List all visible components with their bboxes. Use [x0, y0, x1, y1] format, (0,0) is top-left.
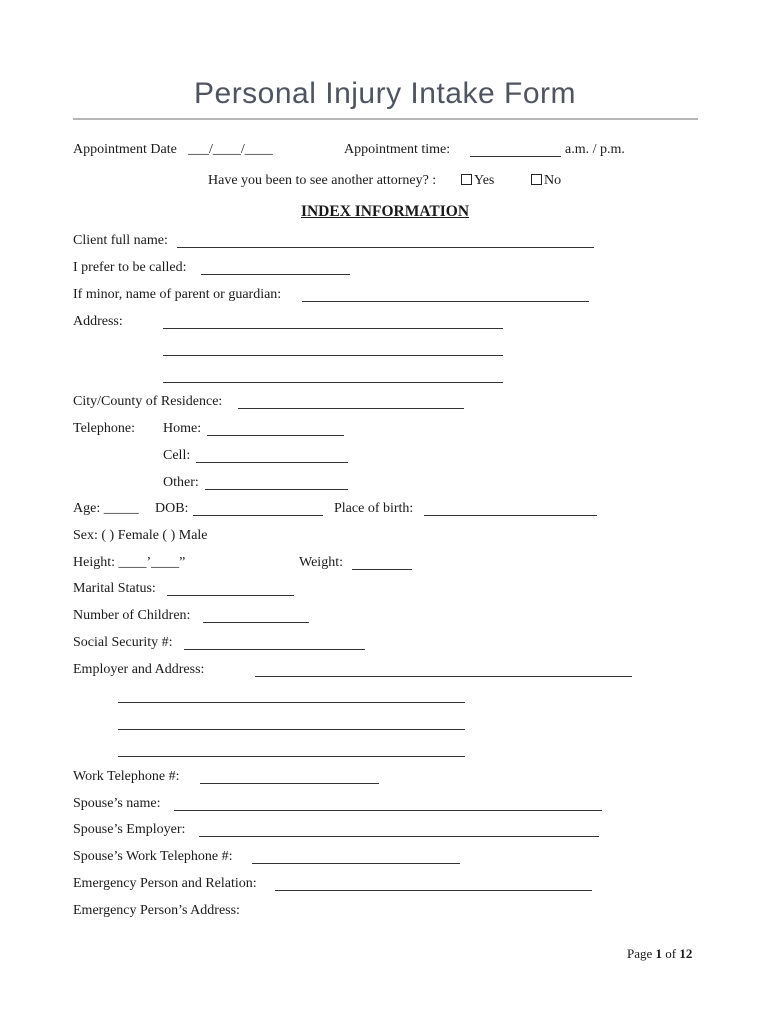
- guardian-field[interactable]: [302, 301, 589, 302]
- appointment-time-field[interactable]: [470, 156, 561, 157]
- ssn-field[interactable]: [184, 649, 365, 650]
- sex-options[interactable]: Sex: ( ) Female ( ) Male: [73, 528, 208, 543]
- place-of-birth-label: Place of birth:: [334, 501, 414, 516]
- spouse-name-field[interactable]: [174, 810, 602, 811]
- emergency-person-field[interactable]: [275, 890, 592, 891]
- preferred-name-field[interactable]: [201, 274, 350, 275]
- other-phone-label: Other:: [163, 475, 199, 490]
- children-field[interactable]: [203, 622, 309, 623]
- place-of-birth-field[interactable]: [424, 515, 597, 516]
- employer-field-line-2[interactable]: [118, 702, 465, 703]
- spouse-work-phone-field[interactable]: [252, 863, 460, 864]
- ssn-label: Social Security #:: [73, 635, 173, 650]
- spouse-employer-label: Spouse’s Employer:: [73, 822, 186, 837]
- employer-label: Employer and Address:: [73, 662, 205, 677]
- client-name-label: Client full name:: [73, 233, 168, 248]
- attorney-yes-label: Yes: [474, 173, 495, 188]
- checkbox-icon: [461, 174, 472, 185]
- guardian-label: If minor, name of parent or guardian:: [73, 287, 282, 302]
- employer-field-line-1[interactable]: [255, 676, 632, 677]
- city-county-field[interactable]: [238, 408, 464, 409]
- title-divider: [73, 118, 698, 120]
- appointment-date-blank[interactable]: ___/____/____: [188, 142, 273, 157]
- attorney-question: Have you been to see another attorney? :: [208, 173, 437, 188]
- page-number: [627, 946, 692, 962]
- address-label: Address:: [73, 314, 123, 329]
- children-label: Number of Children:: [73, 608, 191, 623]
- work-phone-label: Work Telephone #:: [73, 769, 180, 784]
- age-label[interactable]: Age: _____: [73, 501, 139, 516]
- spouse-work-phone-label: Spouse’s Work Telephone #:: [73, 849, 233, 864]
- appointment-date-label: Appointment Date: [73, 142, 177, 157]
- marital-status-label: Marital Status:: [73, 581, 156, 596]
- section-heading: INDEX INFORMATION: [300, 203, 470, 220]
- address-field-line-3[interactable]: [163, 382, 503, 383]
- appointment-time-label: Appointment time:: [344, 142, 451, 157]
- attorney-no-label: No: [544, 173, 562, 188]
- attorney-no-option[interactable]: [531, 173, 561, 189]
- page-of-word: of: [665, 946, 677, 961]
- height-field[interactable]: Height: ____’____”: [73, 555, 186, 570]
- appointment-time-suffix: a.m. / p.m.: [565, 142, 625, 157]
- telephone-label: Telephone:: [73, 421, 135, 436]
- spouse-employer-field[interactable]: [199, 836, 599, 837]
- home-phone-field[interactable]: [207, 435, 344, 436]
- client-name-field[interactable]: [177, 247, 594, 248]
- cell-phone-field[interactable]: [196, 462, 348, 463]
- employer-field-line-4[interactable]: [118, 756, 465, 757]
- address-field-line-2[interactable]: [163, 355, 503, 356]
- city-county-label: City/County of Residence:: [73, 394, 223, 409]
- employer-field-line-3[interactable]: [118, 729, 465, 730]
- spouse-name-label: Spouse’s name:: [73, 796, 161, 811]
- preferred-name-label: I prefer to be called:: [73, 260, 187, 275]
- weight-field[interactable]: [352, 569, 412, 570]
- page-current: 1: [655, 946, 663, 961]
- cell-phone-label: Cell:: [163, 448, 191, 463]
- dob-field[interactable]: [193, 515, 323, 516]
- home-phone-label: Home:: [163, 421, 202, 436]
- marital-status-field[interactable]: [167, 595, 294, 596]
- emergency-person-label: Emergency Person and Relation:: [73, 876, 257, 891]
- address-field-line-1[interactable]: [163, 328, 503, 329]
- page-title: Personal Injury Intake Form: [194, 77, 576, 110]
- emergency-address-label: Emergency Person’s Address:: [73, 903, 240, 918]
- dob-label: DOB:: [155, 501, 189, 516]
- other-phone-field[interactable]: [205, 489, 348, 490]
- work-phone-field[interactable]: [200, 783, 379, 784]
- weight-label: Weight:: [299, 555, 343, 570]
- checkbox-icon: [531, 174, 542, 185]
- page-total: 12: [679, 946, 693, 961]
- page-word: Page: [627, 946, 653, 961]
- attorney-yes-option[interactable]: [461, 173, 494, 189]
